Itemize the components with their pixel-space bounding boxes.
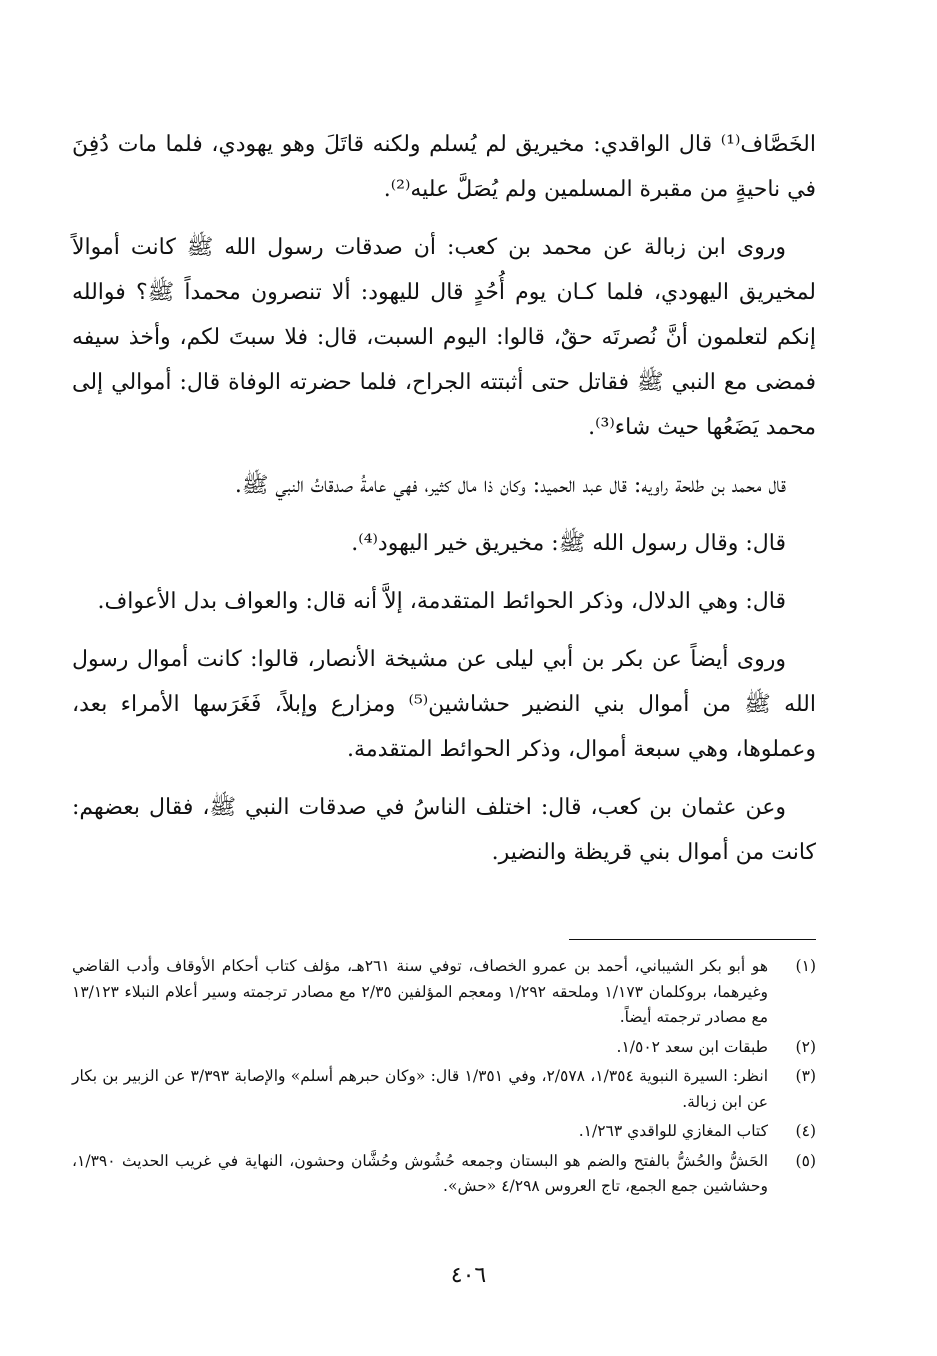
footnote-number: (٤) [795,1122,816,1140]
paragraph-3: قال محمد بن طلحة راويه: قال عبد الحميد: وكان ذا مال كثير، فهي عامةُ صدقاتُ النبي ﷺ. [234,473,786,498]
page-number: ٤٠٦ [450,1263,487,1288]
footnote-text: طبقات ابن سعد ١/٥٠٢. [616,1037,768,1056]
paragraph-6: وروى أيضاً عن بكر بن أبي ليلى عن مشيخة الأنصار، قالوا: كانت أموال رسول الله ﷺ من أموال بني النضير حشاشين⁽⁵⁾ ومزارع وإبلاً، فَغَرَسها الأمراء بعد، وعملوها، وهي سبعة أموال، وذكر الحوائط المتقدمة. [72,647,816,762]
footnote-number: (٥) [795,1151,816,1170]
footnote-1 [72,954,816,1031]
footnote-text: هو أبو بكر الشيباني، أحمد بن عمرو الخصاف، توفي سنة ٢٦١هـ، مؤلف كتاب أحكام الأوقاف وأدب القاضي وغيرهما، بروكلمان ١/١٧٣ وملحقه ١/٢٩٢ ومعجم المؤلفين ٢/٣٥ مع مصادر ترجمته وسير أعلام النبلاء ١٣/١٢٣ مع مصادر ترجمته أيضاً. [72,957,768,1026]
footnote-text: كتاب المغازي للواقدي ١/٢٦٣. [578,1122,768,1140]
footnote-number: (٢) [795,1037,816,1056]
paragraph-4: قال: وقال رسول الله ﷺ: مخيريق خير اليهود⁽⁴⁾. [351,531,786,556]
paragraph-1: الخَصَّاف⁽¹⁾ قال الواقدي: مخيريق لم يُسلم ولكنه قاتَلَ وهو يهودي، فلما مات دُفِنَ في ناحيةٍ من مقبرة المسلمين ولم يُصَلَّ عليه⁽²⁾. [72,132,816,202]
footnote-number: (٣) [795,1067,816,1085]
paragraph-2: وروى ابن زبالة عن محمد بن كعب: أن صدقات رسول الله ﷺ كانت أموالاً لمخيريق اليهودي، فلما كـان يوم أُحُدٍ قال لليهود: ألا تنصرون محمداً ﷺ؟ فوالله إنكم لتعلمون أنَّ نُصرتَه حقٌ، قالوا: اليوم السبت، قال: فلا سبتَ لكم، وأخذ سيفه فمضى مع النبي ﷺ فقاتل حتى أثبتته الجراح، فلما حضرته الوفاة قال: أموالي إلى محمد يَضَعُها حيث شاء⁽³⁾. [72,235,816,440]
footnote-number: (١) [795,957,816,975]
footnote-3 [72,1064,816,1115]
footnote-4 [72,1119,816,1145]
footnote-text: انظر: السيرة النبوية ١/٣٥٤، ٢/٥٧٨، وفي ١/٣٥١ قال: «وكان حبرهم أسلم» والإصابة ٣/٣٩٣ عن الزبير بن بكار عن ابن زبالة. [72,1067,769,1111]
footnote-text: الحَشُّ والحُشُّ بالفتح والضم هو البستان وجمعه حُشُوش وحُشَّان وحشون، النهاية في غريب الحديث ١/٣٩٠، وحشاشين جمع الجمع، تاج العروس ٤/٢٩٨ «حش». [72,1151,768,1195]
footnotes [72,954,816,1204]
footnote-divider [569,939,816,940]
paragraph-7: وعن عثمان بن كعب، قال: اختلف الناسُ في صدقات النبي ﷺ، فقال بعضهم: كانت من أموال بني قريظة والنضير. [72,795,816,865]
paragraph-5: قال: وهي الدلال، وذكر الحوائط المتقدمة، إلاَّ أنه قال: والعواف بدل الأعواف. [97,589,786,614]
main-text [72,122,816,888]
footnote-5 [72,1149,816,1200]
footnote-2 [72,1035,816,1061]
